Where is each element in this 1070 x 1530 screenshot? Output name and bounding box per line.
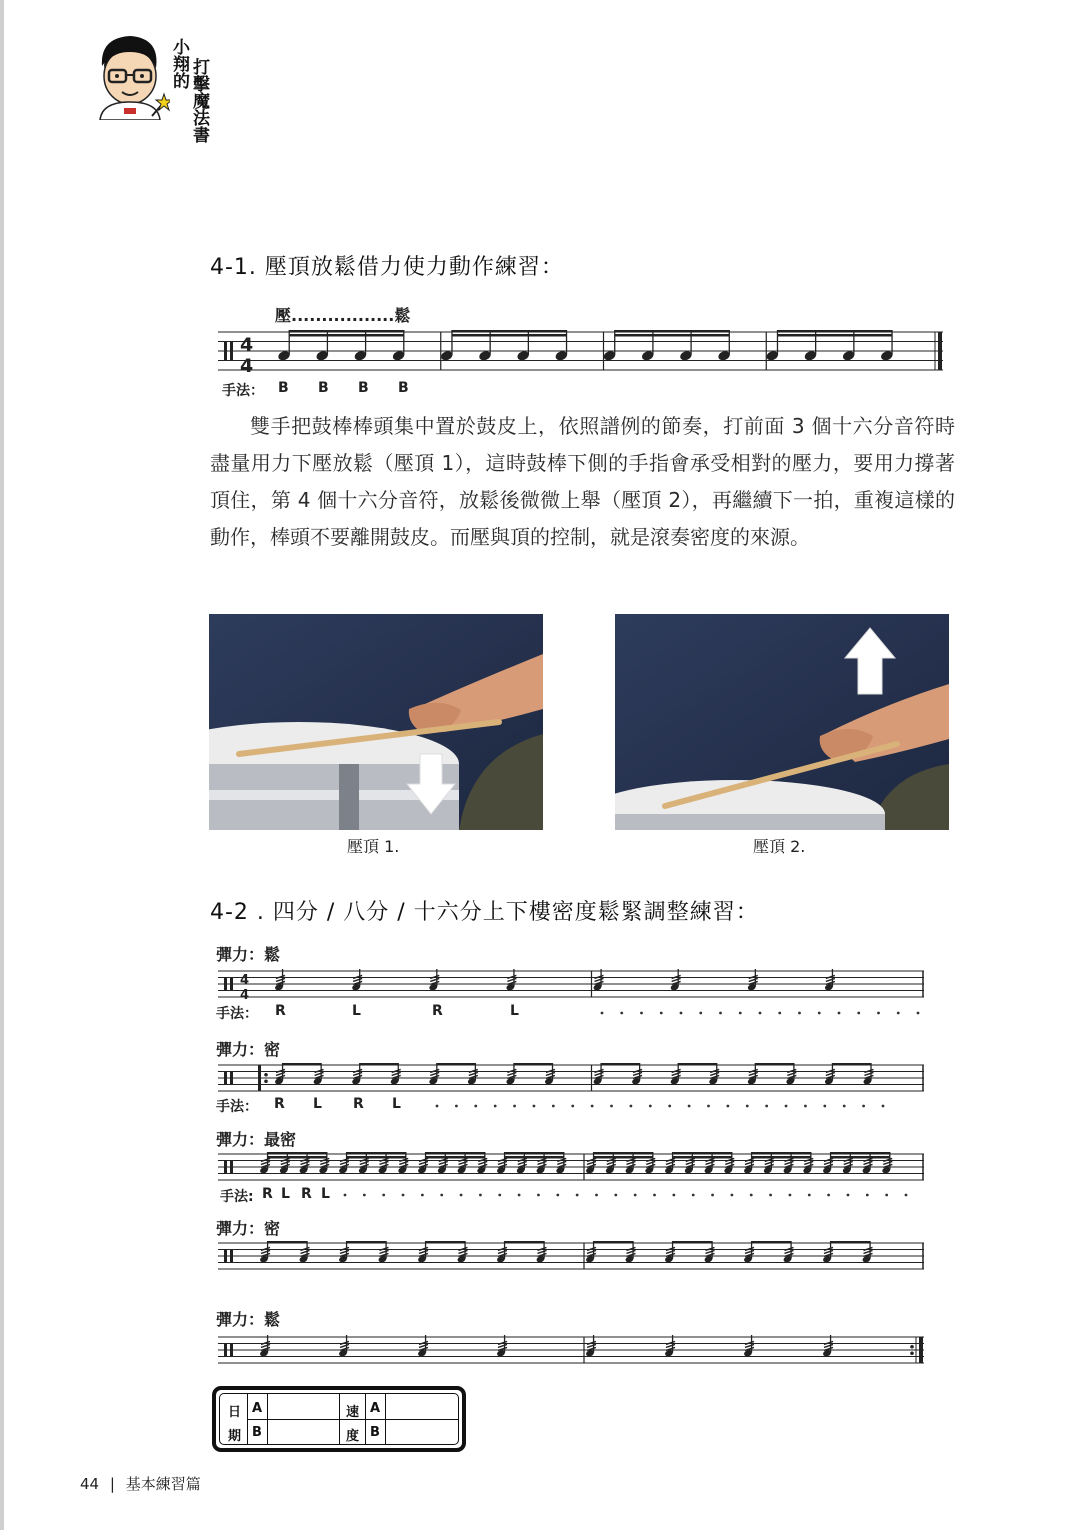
speed-label-2: 度 xyxy=(346,1429,360,1444)
page-footer xyxy=(80,1473,201,1494)
date-row-b: B xyxy=(252,1425,262,1440)
instruction-paragraph: 雙手把鼓棒棒頭集中置於鼓皮上，依照譜例的節奏，打前面 3 個十六分音符時盡量用力下壓放鬆（壓頂 1），這時鼓棒下側的手指會承受相對的壓力，要用力撐著頂住，第 4 個十六分音符，放鬆後微微上舉（壓頂 2），再繼續下一拍，重複這樣的動作，棒頭不要離開鼓皮。而壓與頂的控制，就是滾奏密度的來源。 xyxy=(210,414,955,549)
sticking-r-2: R xyxy=(432,1003,443,1019)
section-heading-4-1: 4-1. 壓頂放鬆借力使力動作練習： xyxy=(210,255,564,280)
sticking-r-1: R xyxy=(274,1096,285,1112)
sticking-l-1: L xyxy=(352,1003,361,1019)
svg-text:4: 4 xyxy=(240,334,254,356)
author-cartoon-logo xyxy=(90,28,170,120)
notation-staff-sixteenth xyxy=(218,1150,924,1186)
page-edge xyxy=(0,0,4,1530)
date-label-2: 期 xyxy=(228,1429,242,1444)
notation-staff-quarter-2 xyxy=(218,1333,924,1369)
date-label-1: 日 xyxy=(228,1405,242,1420)
dynamic-marking: 壓.................鬆 xyxy=(275,306,411,325)
page-number: 44 xyxy=(80,1475,100,1493)
chapter-name: 基本練習篇 xyxy=(125,1475,201,1493)
sticking-b-2: B xyxy=(318,380,329,396)
photo-press-2 xyxy=(615,614,949,830)
tension-label-dense-2: 彈力：密 xyxy=(216,1219,281,1238)
sticking-label: 手法： xyxy=(222,383,264,399)
sticking-l-2: L xyxy=(510,1003,519,1019)
sticking-b-4: B xyxy=(398,380,409,396)
sticking-label: 手法： xyxy=(216,1006,258,1022)
sticking-r-1: R xyxy=(275,1003,286,1019)
notation-staff-quarter-1 xyxy=(218,967,924,1003)
sticking-label: 手法： xyxy=(216,1099,258,1115)
continuation-dots xyxy=(600,1010,920,1016)
notation-staff-4-1 xyxy=(218,328,943,376)
tension-label-densest: 彈力：最密 xyxy=(216,1130,297,1149)
practice-record-box xyxy=(212,1386,466,1452)
book-author-prefix: 小翔的 xyxy=(169,38,189,89)
tension-label-loose-2: 彈力：鬆 xyxy=(216,1310,281,1329)
speed-row-a: A xyxy=(370,1401,381,1416)
sticking-l-1: L xyxy=(281,1186,290,1202)
speed-row-b: B xyxy=(370,1425,380,1440)
notation-staff-eighth-1 xyxy=(218,1061,924,1097)
date-row-a: A xyxy=(252,1401,263,1416)
sticking-b-3: B xyxy=(358,380,369,396)
sticking-r-1: R xyxy=(262,1186,273,1202)
continuation-dots xyxy=(343,1192,908,1198)
sticking-r-2: R xyxy=(301,1186,312,1202)
photo-caption-1: 壓頂 1. xyxy=(347,837,400,856)
sticking-l-2: L xyxy=(392,1096,401,1112)
notation-staff-eighth-2 xyxy=(218,1239,924,1275)
section-heading-4-2: 4-2 . 四分 / 八分 / 十六分上下樓密度鬆緊調整練習： xyxy=(210,900,759,925)
photo-press-1 xyxy=(209,614,543,830)
sticking-l-2: L xyxy=(321,1186,330,1202)
sticking-b-1: B xyxy=(278,380,289,396)
sticking-label: 手法: xyxy=(220,1189,254,1205)
book-title: 打擊魔法書 xyxy=(189,58,209,143)
svg-text:4: 4 xyxy=(240,988,250,1003)
photo-caption-2: 壓頂 2. xyxy=(753,837,806,856)
sticking-l-1: L xyxy=(313,1096,322,1112)
speed-label-1: 速 xyxy=(346,1405,360,1420)
continuation-dots xyxy=(435,1103,885,1109)
sticking-r-2: R xyxy=(353,1096,364,1112)
tension-label-dense-1: 彈力：密 xyxy=(216,1040,281,1059)
footer-separator: | xyxy=(109,1475,115,1493)
svg-text:4: 4 xyxy=(240,355,254,376)
svg-text:4: 4 xyxy=(240,973,250,988)
tension-label-loose-1: 彈力：鬆 xyxy=(216,945,281,964)
